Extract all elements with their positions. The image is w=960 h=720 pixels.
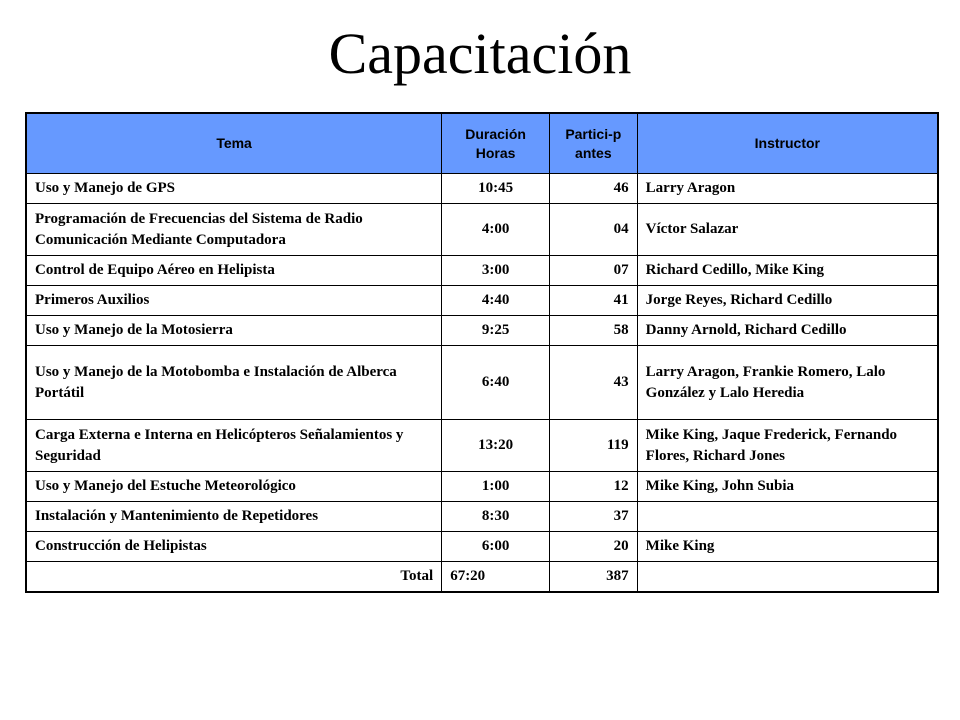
table-row bbox=[26, 472, 938, 502]
cell-duracion: 6:40 bbox=[442, 346, 550, 420]
cell-instructor: Larry Aragon, Frankie Romero, Lalo González y Lalo Heredia bbox=[637, 346, 938, 420]
cell-tema: Control de Equipo Aéreo en Helipista bbox=[26, 256, 442, 286]
cell-duracion: 1:00 bbox=[442, 472, 550, 502]
header-participantes-label: Partici-pantes bbox=[565, 125, 622, 161]
cell-tema: Uso y Manejo de GPS bbox=[26, 174, 442, 204]
table-row bbox=[26, 174, 938, 204]
cell-participantes: 12 bbox=[550, 472, 638, 502]
table-row bbox=[26, 316, 938, 346]
cell-tema: Uso y Manejo del Estuche Meteorológico bbox=[26, 472, 442, 502]
table-row bbox=[26, 286, 938, 316]
total-duracion: 67:20 bbox=[442, 562, 550, 593]
table-row bbox=[26, 204, 938, 256]
cell-participantes: 46 bbox=[550, 174, 638, 204]
cell-duracion: 13:20 bbox=[442, 420, 550, 472]
cell-instructor bbox=[637, 502, 938, 532]
cell-instructor: Larry Aragon bbox=[637, 174, 938, 204]
cell-tema: Construcción de Helipistas bbox=[26, 532, 442, 562]
cell-duracion: 4:00 bbox=[442, 204, 550, 256]
training-table bbox=[25, 112, 939, 593]
cell-tema: Carga Externa e Interna en Helicópteros Señalamientos y Seguridad bbox=[26, 420, 442, 472]
table-row bbox=[26, 256, 938, 286]
cell-tema: Primeros Auxilios bbox=[26, 286, 442, 316]
cell-participantes: 04 bbox=[550, 204, 638, 256]
table-header-row bbox=[26, 113, 938, 174]
cell-duracion: 6:00 bbox=[442, 532, 550, 562]
table-row bbox=[26, 532, 938, 562]
cell-tema: Uso y Manejo de la Motosierra bbox=[26, 316, 442, 346]
table-row bbox=[26, 420, 938, 472]
cell-participantes: 07 bbox=[550, 256, 638, 286]
cell-instructor: Richard Cedillo, Mike King bbox=[637, 256, 938, 286]
cell-participantes: 37 bbox=[550, 502, 638, 532]
cell-duracion: 8:30 bbox=[442, 502, 550, 532]
cell-tema: Programación de Frecuencias del Sistema de Radio Comunicación Mediante Computadora bbox=[26, 204, 442, 256]
cell-duracion: 9:25 bbox=[442, 316, 550, 346]
header-instructor: Instructor bbox=[637, 113, 938, 174]
header-participantes bbox=[550, 113, 638, 174]
total-row bbox=[26, 562, 938, 593]
cell-instructor: Danny Arnold, Richard Cedillo bbox=[637, 316, 938, 346]
cell-instructor: Mike King, John Subia bbox=[637, 472, 938, 502]
header-duracion bbox=[442, 113, 550, 174]
page-title: Capacitación bbox=[328, 21, 632, 86]
cell-participantes: 20 bbox=[550, 532, 638, 562]
cell-instructor: Jorge Reyes, Richard Cedillo bbox=[637, 286, 938, 316]
total-instructor-empty bbox=[637, 562, 938, 593]
table-row bbox=[26, 502, 938, 532]
cell-participantes: 43 bbox=[550, 346, 638, 420]
cell-tema: Instalación y Mantenimiento de Repetidores bbox=[26, 502, 442, 532]
total-label: Total bbox=[26, 562, 442, 593]
header-duracion-label: Duración Horas bbox=[465, 125, 526, 161]
cell-duracion: 4:40 bbox=[442, 286, 550, 316]
cell-duracion: 3:00 bbox=[442, 256, 550, 286]
cell-participantes: 119 bbox=[550, 420, 638, 472]
cell-instructor: Víctor Salazar bbox=[637, 204, 938, 256]
cell-instructor: Mike King, Jaque Frederick, Fernando Flores, Richard Jones bbox=[637, 420, 938, 472]
cell-tema: Uso y Manejo de la Motobomba e Instalación de Alberca Portátil bbox=[26, 346, 442, 420]
cell-instructor: Mike King bbox=[637, 532, 938, 562]
total-participantes: 387 bbox=[550, 562, 638, 593]
cell-duracion: 10:45 bbox=[442, 174, 550, 204]
cell-participantes: 58 bbox=[550, 316, 638, 346]
cell-participantes: 41 bbox=[550, 286, 638, 316]
table-row bbox=[26, 346, 938, 420]
header-tema: Tema bbox=[26, 113, 442, 174]
